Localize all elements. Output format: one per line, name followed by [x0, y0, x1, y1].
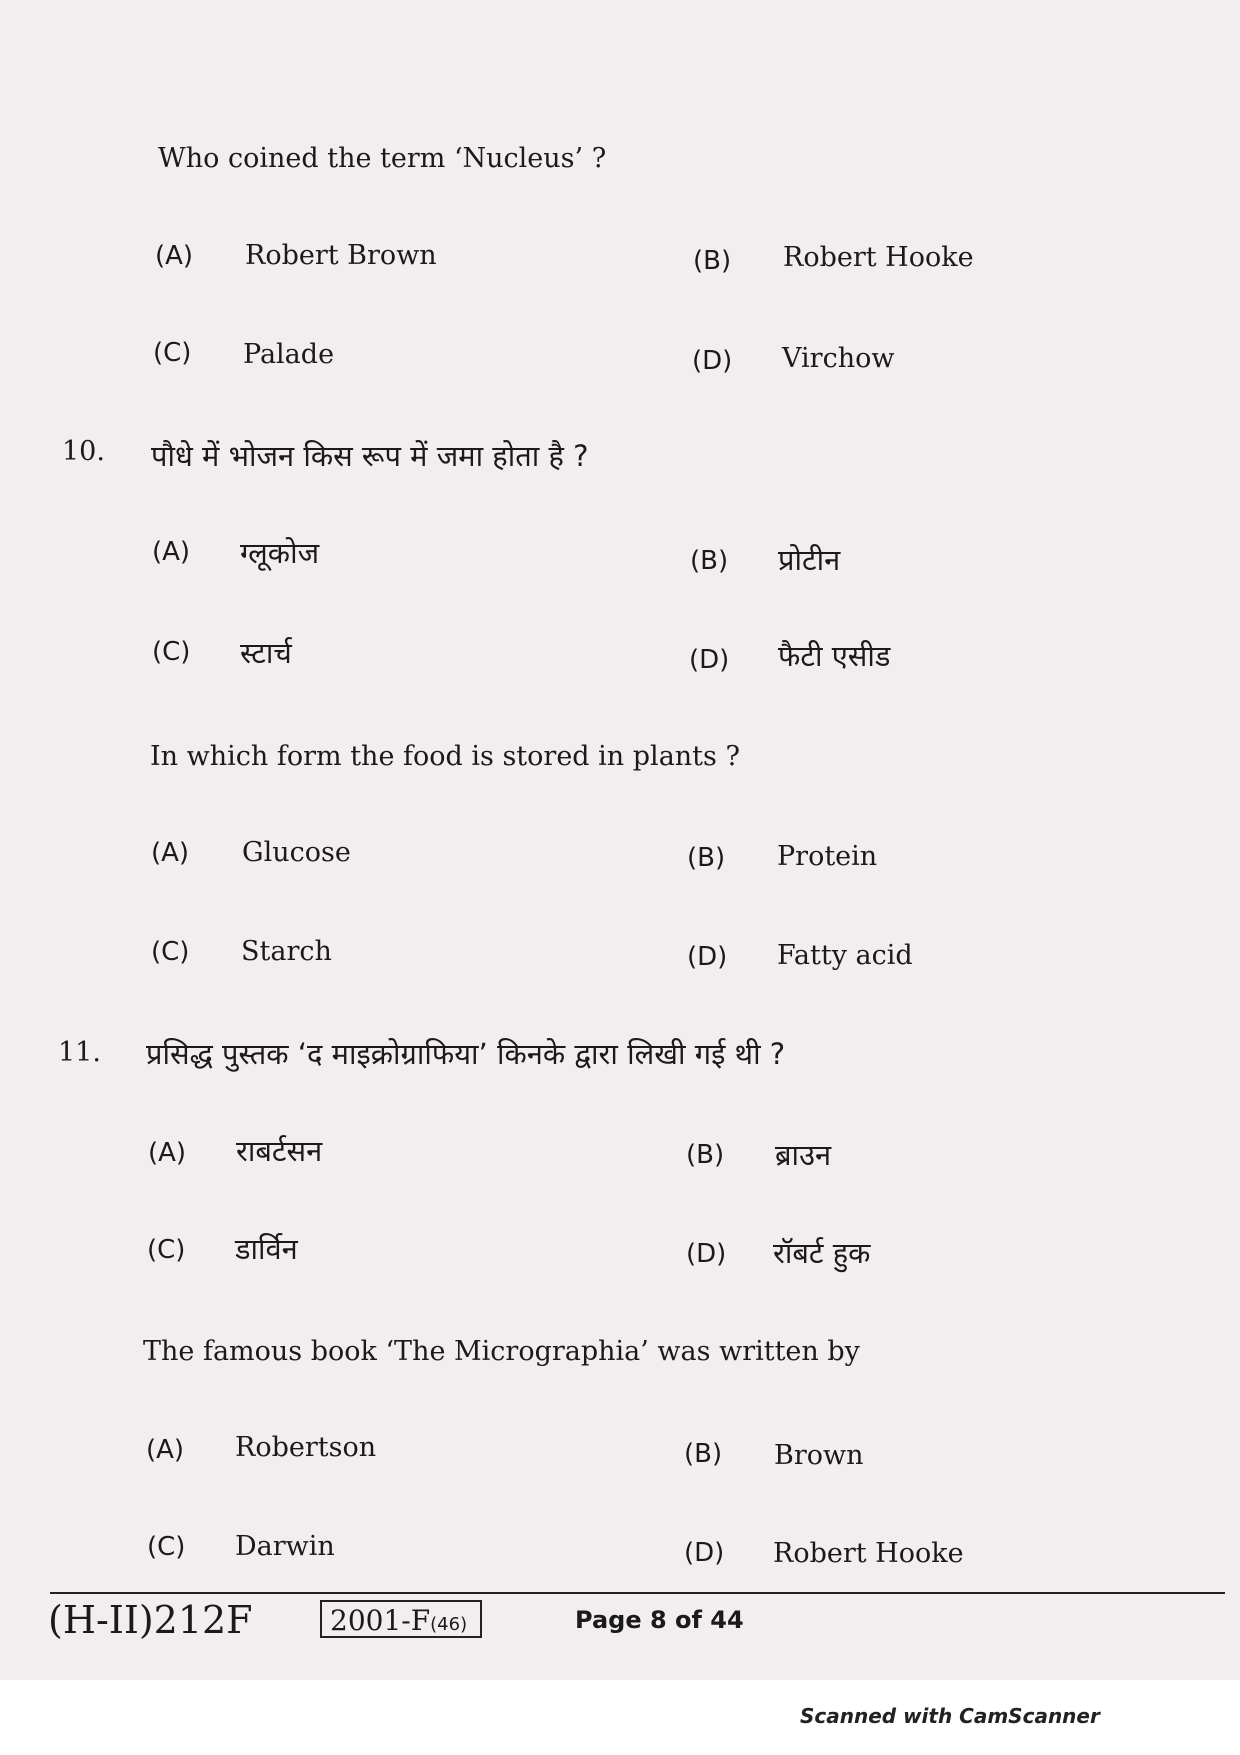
set-code-suffix: (46) [430, 1614, 468, 1635]
option-label: (D) [689, 645, 730, 675]
option-text: Protein [777, 841, 878, 872]
option-text: स्टार्च [240, 636, 292, 670]
option-text: Robert Hooke [783, 242, 974, 273]
option-label: (D) [687, 942, 728, 972]
footer-divider [50, 1592, 1225, 1594]
option-label: (C) [152, 637, 191, 667]
option-label: (A) [152, 537, 191, 567]
option-text: ग्लूकोज [240, 536, 320, 570]
option-text: Robertson [235, 1432, 377, 1463]
option-text: Brown [774, 1440, 864, 1471]
option-label: (D) [692, 346, 733, 376]
option-label: (D) [684, 1538, 725, 1568]
option-label: (A) [146, 1435, 185, 1465]
option-label: (C) [147, 1532, 186, 1562]
question-number: 10. [62, 436, 105, 467]
option-text: Darwin [235, 1531, 335, 1562]
option-label: (A) [155, 241, 194, 271]
option-label: (A) [148, 1138, 187, 1168]
option-text: Robert Hooke [773, 1538, 964, 1569]
option-text: रॉबर्ट हुक [773, 1236, 871, 1270]
option-label: (C) [153, 338, 192, 368]
option-text: प्रोटीन [778, 543, 841, 577]
option-text: Virchow [782, 343, 895, 374]
option-label: (C) [151, 937, 190, 967]
option-label: (B) [686, 1140, 725, 1170]
option-text: Palade [243, 339, 335, 370]
page-number: Page 8 of 44 [575, 1606, 744, 1634]
option-label: (A) [151, 838, 190, 868]
question-text: Who coined the term ‘Nucleus’ ? [158, 143, 607, 174]
option-text: ब्राउन [775, 1138, 832, 1172]
option-text: Glucose [242, 837, 351, 868]
option-text: डार्विन [235, 1232, 298, 1266]
option-label: (C) [147, 1235, 186, 1265]
scanner-watermark: Scanned with CamScanner [800, 1704, 1100, 1728]
option-label: (B) [684, 1439, 723, 1469]
question-text: पौधे में भोजन किस रूप में जमा होता है ? [151, 439, 589, 473]
option-label: (B) [690, 546, 729, 576]
question-number: 11. [58, 1037, 101, 1068]
option-text: Fatty acid [777, 940, 913, 971]
set-code-box [320, 1600, 482, 1638]
paper-code: (H-II)212F [48, 1598, 253, 1642]
option-text: फैटी एसीड [778, 639, 891, 673]
question-text: The famous book ‘The Micrographia’ was written by [143, 1336, 860, 1367]
option-text: Starch [241, 936, 332, 967]
option-label: (D) [686, 1239, 727, 1269]
option-text: राबर्टसन [236, 1134, 323, 1168]
option-label: (B) [693, 246, 732, 276]
question-text: प्रसिद्ध पुस्तक ‘द माइक्रोग्राफिया’ किनके द्वारा लिखी गई थी ? [146, 1037, 786, 1071]
set-code: 2001-F [330, 1604, 431, 1637]
option-label: (B) [687, 843, 726, 873]
question-text: In which form the food is stored in plants ? [150, 741, 740, 772]
option-text: Robert Brown [245, 240, 437, 271]
